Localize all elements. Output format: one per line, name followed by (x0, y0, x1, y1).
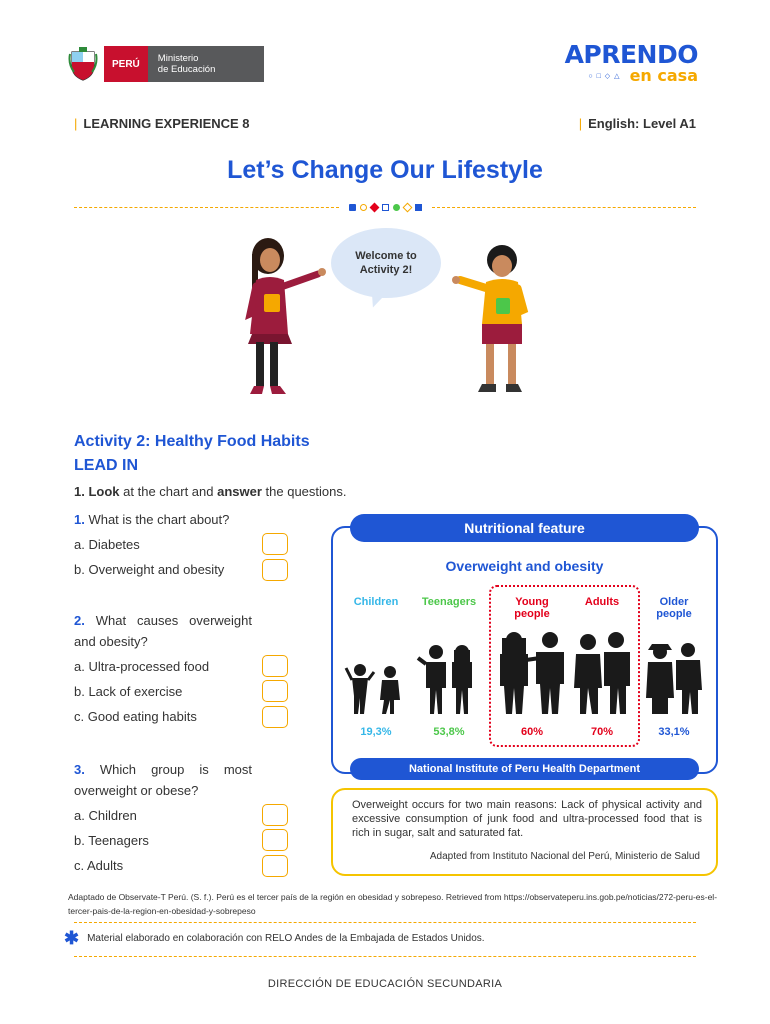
group-label-adults: Adults (584, 596, 620, 608)
group-label-children: Children (353, 596, 399, 608)
question-3: 3. Which group is most overweight or obese? (74, 762, 252, 798)
group-label-teenagers: Teenagers (421, 596, 477, 608)
question-2: 2. What causes overweight and obesity? (74, 613, 252, 649)
speech-bubble: Welcome to Activity 2! (331, 228, 441, 298)
group-label-older-people: Older people (656, 596, 692, 620)
answer-checkbox[interactable] (262, 680, 288, 702)
question-2-option-b: b. Lack of exercise (74, 684, 183, 699)
ministry-label: Ministerio de Educación (148, 46, 264, 82)
question-3-option-c: c. Adults (74, 858, 124, 873)
level-label: | English: Level A1 (578, 116, 696, 131)
question-3-option-b: b. Teenagers (74, 833, 149, 848)
group-value-young-people: 60% (520, 726, 544, 738)
answer-checkbox[interactable] (262, 855, 288, 877)
divider (74, 922, 696, 923)
chart-header: Nutritional feature (350, 514, 699, 542)
answer-checkbox[interactable] (262, 559, 288, 581)
brand-shapes-icon: ○□◇△ (588, 73, 624, 80)
reference-text: Adaptado de Observate-T Perú. (S. f.). Perú es el tercer país de la región en obesidad y sobrepeso. Retrieved from https://observateperu.ins.gob.pe/noticias/272-peru-es-el-tercer-pais-de-la-region-en-obesidad-y-sobrepeso (68, 892, 718, 916)
note-text: Overweight occurs for two main reasons: Lack of physical activity and excessive consumption of junk food and ultra-processed food that is rich in sugar, salt and saturated fat. (352, 799, 702, 839)
question-3-option-a: a. Children (74, 808, 137, 823)
asterisk-icon: ✱ (64, 928, 80, 948)
answer-checkbox[interactable] (262, 533, 288, 555)
answer-checkbox[interactable] (262, 706, 288, 728)
activity-subtitle: LEAD IN (74, 457, 138, 474)
answer-checkbox[interactable] (262, 804, 288, 826)
children-silhouette-icon (344, 660, 408, 716)
answer-checkbox[interactable] (262, 829, 288, 851)
group-label-young-people: Young people (514, 596, 550, 620)
page-title: Let’s Change Our Lifestyle (227, 156, 543, 184)
question-1: 1. What is the chart about? (74, 512, 230, 527)
teenagers-silhouette-icon (416, 642, 482, 716)
group-value-older-people: 33,1% (658, 726, 690, 738)
minedu-logo (68, 44, 264, 84)
shapes-decoration-icon (339, 204, 432, 211)
question-1-option-a: a. Diabetes (74, 537, 140, 552)
group-value-teenagers: 53,8% (433, 726, 465, 738)
adults-silhouette-icon (572, 630, 634, 716)
answer-checkbox[interactable] (262, 655, 288, 677)
question-1-option-b: b. Overweight and obesity (74, 562, 225, 577)
activity-title: Activity 2: Healthy Food Habits (74, 433, 310, 450)
older-people-silhouette-icon (644, 636, 706, 716)
brand-top: APRENDO (564, 40, 698, 69)
title-divider (74, 202, 696, 212)
peru-coat-of-arms-icon (68, 46, 98, 82)
group-value-children: 19,3% (360, 726, 392, 738)
group-value-adults: 70% (590, 726, 614, 738)
divider (74, 956, 696, 957)
peru-label: PERÚ (104, 46, 148, 82)
question-2-option-a: a. Ultra-processed food (74, 659, 210, 674)
question-2-option-c: c. Good eating habits (74, 709, 197, 724)
page-footer: DIRECCIÓN DE EDUCACIÓN SECUNDARIA (267, 978, 503, 990)
boy-character-illustration (452, 240, 532, 400)
note-source: Adapted from Instituto Nacional del Perú, Ministerio de Salud (429, 851, 700, 862)
collaboration-note: ✱ Material elaborado en colaboración con RELO Andes de la Embajada de Estados Unidos. (64, 928, 485, 948)
chart-source: National Institute of Peru Health Department (350, 758, 699, 780)
young-people-silhouette-icon (496, 630, 568, 716)
chart-title: Overweight and obesity (445, 558, 604, 574)
activity-heading (74, 430, 310, 478)
instruction: 1. Look at the chart and answer the questions. (74, 484, 347, 499)
brand-bottom: en casa (629, 66, 698, 85)
learning-experience-label: | LEARNING EXPERIENCE 8 (74, 116, 250, 131)
aprendo-en-casa-logo (565, 42, 698, 84)
girl-character-illustration (240, 234, 330, 404)
